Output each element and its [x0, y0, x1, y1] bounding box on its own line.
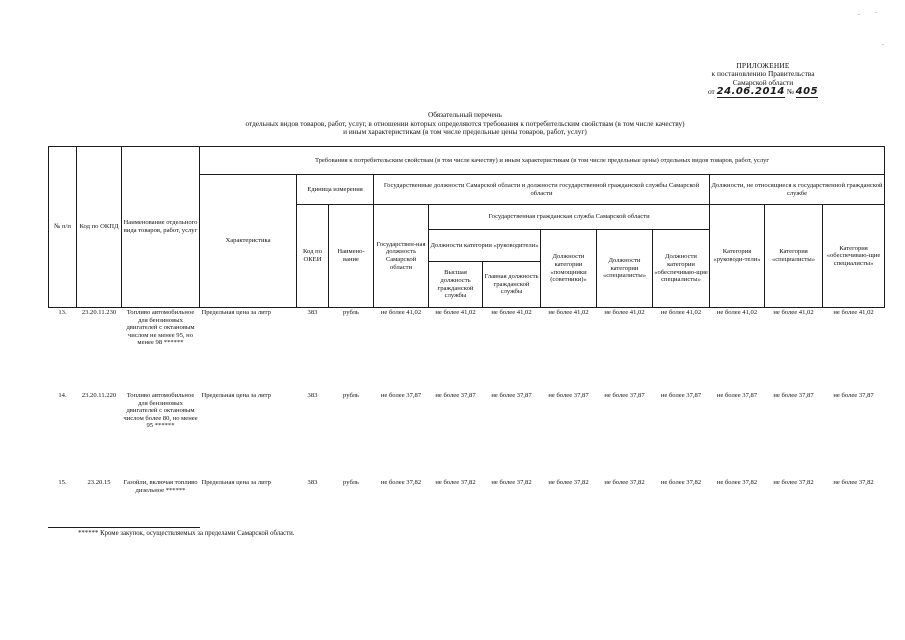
cell-value: не более 41,02 — [435, 309, 476, 316]
table-row — [49, 308, 885, 392]
appendix-header — [668, 62, 858, 97]
header-heads: Должности категории «руководители» — [429, 230, 541, 262]
cell-value: не более 37,82 — [833, 479, 874, 486]
cell-value: не более 41,02 — [773, 309, 814, 316]
header-characteristic: Характеристика — [200, 175, 297, 308]
header-unit: Единица измерения — [297, 175, 374, 205]
header-nc-support: Категория «обеспечиваю-щие специалисты» — [823, 205, 885, 308]
header-okpd: Код по ОКПД — [77, 147, 122, 308]
cell-unit-name: рубль — [343, 392, 359, 399]
date-prefix: от — [707, 87, 715, 97]
cell-name: Топливо автомобильное для бензиновых двигателей с октановым числом более 80, но менее 95 ****** — [123, 392, 198, 430]
cell-unit-name: рубль — [343, 309, 359, 316]
header-gov-positions: Государственные должности Самарской области и должности государственной гражданской службы Самарской области — [374, 175, 710, 205]
cell-value: не более 37,82 — [773, 479, 814, 486]
cell-num: 14. — [58, 392, 67, 399]
header-num: № п/п — [49, 147, 77, 308]
footnote-divider — [48, 527, 200, 528]
cell-value: не более 37,82 — [491, 479, 532, 486]
table-row — [49, 478, 885, 517]
handwritten-date: 24.06.2014 — [716, 86, 785, 98]
header-nc-heads: Категория «руководи-тели» — [710, 205, 765, 308]
cell-value: не более 41,02 — [716, 309, 758, 316]
cell-num: 15. — [58, 479, 67, 486]
cell-value: не более 37,87 — [833, 392, 874, 399]
footnote: ****** Кроме закупок, осуществляемых за пределами Самарской области. — [78, 530, 295, 537]
header-requirements: Требования к потребительским свойствам (в том числе качеству) и иным характеристикам (в том числе предельные цены) отдельных видов товаров, работ, услуг — [200, 147, 885, 175]
cell-value: не более 41,02 — [660, 309, 702, 316]
scan-speck: · — [875, 10, 877, 17]
cell-value: не более 37,82 — [716, 479, 758, 486]
title-line3: и иным характеристикам (в том числе предельные цены товаров, работ, услуг) — [343, 127, 587, 136]
cell-value: не более 37,82 — [604, 479, 645, 486]
cell-value: не более 37,87 — [491, 392, 532, 399]
number-prefix: № — [786, 87, 794, 97]
appendix-title: ПРИЛОЖЕНИЕ — [736, 61, 790, 70]
header-civil-service: Государственная гражданская служба Самарской области — [429, 205, 710, 230]
document-title — [205, 111, 725, 137]
header-unit-name: Наимено-вание — [329, 205, 374, 308]
cell-value: не более 41,02 — [833, 309, 874, 316]
handwritten-number: 405 — [795, 86, 819, 98]
cell-okpd: 23.20.15 — [87, 479, 111, 486]
cell-unit-code: 383 — [307, 479, 318, 486]
cell-name: Газойли, включая топливо дизельное ****** — [123, 479, 198, 494]
cell-value: не более 41,02 — [380, 309, 422, 316]
cell-value: не более 37,82 — [380, 479, 422, 486]
header-heads-highest: Высшая должность гражданской службы — [429, 262, 483, 308]
header-gov-position-col: Государствен-ная должность Самарской области — [374, 205, 429, 308]
scan-speck: · — [858, 12, 860, 19]
appendix-line2: Самарской области — [732, 77, 794, 87]
cell-value: не более 37,82 — [435, 479, 476, 486]
cell-value: не более 37,82 — [548, 479, 589, 486]
cell-unit-code: 383 — [307, 309, 318, 316]
title-line2: отдельных видов товаров, работ, услуг, в отношении которых определяются требования к потребительским свойствам (в том числе качеству) — [245, 118, 685, 128]
header-name: Наименование отдельного вида товаров, работ, услуг — [122, 147, 200, 308]
header-nc-specialists: Категория «специалисты» — [765, 205, 823, 308]
cell-num: 13. — [58, 309, 67, 316]
cell-unit-code: 383 — [307, 392, 318, 399]
cell-characteristic: Предельная цена за литр — [201, 309, 271, 316]
cell-value: не более 37,87 — [380, 392, 422, 399]
cell-unit-name: рубль — [343, 479, 359, 486]
header-support-specialists: Должности категории «обеспечиваю-щие специалисты» — [653, 230, 710, 308]
cell-value: не более 37,87 — [435, 392, 476, 399]
header-specialists: Должности категории «специалисты» — [597, 230, 653, 308]
cell-value: не более 37,87 — [773, 392, 814, 399]
cell-value: не более 37,87 — [604, 392, 645, 399]
title-line1: Обязательный перечень — [427, 110, 502, 119]
header-assistants: Должности категории «помощники (советники)» — [541, 230, 597, 308]
cell-value: не более 37,87 — [660, 392, 702, 399]
requirements-table — [48, 146, 885, 517]
cell-value: не более 37,87 — [716, 392, 758, 399]
header-unit-code: Код по ОКЕИ — [297, 205, 329, 308]
cell-name: Топливо автомобильное для бензиновых двигателей с октановым числом не менее 95, но менее 98 ****** — [126, 309, 195, 347]
header-non-civil: Должности, не относящиеся к государственной гражданской службе — [710, 175, 885, 205]
cell-okpd: 23.20.11.230 — [81, 309, 117, 316]
cell-value: не более 37,82 — [660, 479, 702, 486]
cell-value: не более 41,02 — [491, 309, 532, 316]
scan-speck: · — [882, 42, 884, 49]
cell-characteristic: Предельная цена за литр — [201, 392, 271, 399]
header-heads-main: Главная должность гражданской службы — [483, 262, 541, 308]
cell-value: не более 41,02 — [548, 309, 589, 316]
appendix-dateline — [668, 88, 858, 96]
cell-characteristic: Предельная цена за литр — [201, 479, 271, 486]
cell-value: не более 37,87 — [548, 392, 589, 399]
table-row — [49, 391, 885, 478]
cell-okpd: 23.20.11.220 — [81, 392, 117, 399]
cell-value: не более 41,02 — [604, 309, 645, 316]
appendix-line1: к постановлению Правительства — [711, 69, 815, 79]
